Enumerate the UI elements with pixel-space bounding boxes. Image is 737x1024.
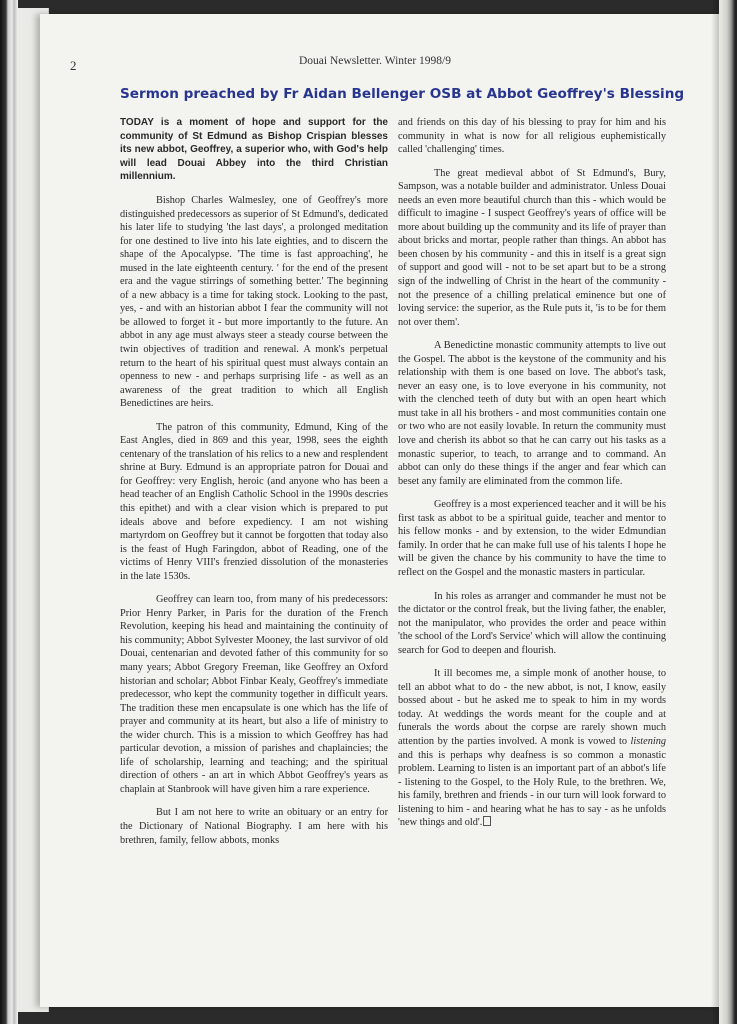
left-column <box>120 116 388 857</box>
text-run: and this is perhaps why deafness is so common a monastic problem. Learning to listen is an important part of an abbot's life - listening to the Gospel, to the Holy Rule, to the brethren. We, his family, brethren and friends - in our turn will look forward to listening to him - and hearing what he has to say - as he unfolds 'new things and old'. <box>398 749 666 829</box>
paragraph: and friends on this day of his blessing to pray for him and his community in what is now for all religious euphemistically called 'challenging' times. <box>398 117 666 156</box>
end-mark-icon <box>483 816 491 826</box>
lead-paragraph: TODAY is a moment of hope and support for the community of St Edmund as Bishop Crispian blesses its new abbot, Geoffrey, a superior who, with God's help will lead Douai Abbey into the third Christian millennium. <box>120 117 388 183</box>
emphasis-listening: listening <box>630 735 666 747</box>
article-title: Sermon preached by Fr Aidan Bellenger OSB at Abbot Geoffrey's Blessing <box>120 86 685 102</box>
paragraph: The patron of this community, Edmund, King of the East Angles, died in 869 and this year, 1998, sees the eighth centenary of the translation of his relics to a new and resplendent shrine at Bury. Edmund is an appropriate patron for Douai and for Geoffrey: very English, heroic (and anyone who has been a head teacher of an English Catholic School in the 1990s descries this epithet) and with a clear vision which is prepared to put ideals above and before expediency. I am not wishing martyrdom on Geoffrey but it cannot be forgotten that today also is the feast of Hugh Faringdon, abbot of Reading, one of the victims of Henry VIII's frenzied dissolution of the monasteries in the late 1530s. <box>120 421 388 582</box>
right-page-edge <box>719 0 737 1024</box>
page-number: 2 <box>70 58 77 73</box>
left-page-edges <box>0 0 18 1024</box>
paragraph: The great medieval abbot of St Edmund's, Bury, Sampson, was a notable builder and administrator. Unless Douai needs an even more beautiful church than this - which would be difficult to imagine - I suspect Geoffrey's years of office will be more about building up the community and its life of prayer than about bricks and mortar, people rather than things. An abbot has been chosen by his community - and this in itself is a great sign of support and good will - not to be set apart but to be a strong sign of the indwelling of Christ in the heart of the community - not the presence of a chilling prelatical eminence but one of loving service: the superior, as the Rule puts it, 'is to be for them not over them'. <box>398 167 666 328</box>
paragraph: In his roles as arranger and commander he must not be the dictator or the control freak, but the living father, the enabler, not the manipulator, who provides the order and peace within 'the school of the Lord's Service' which will allow the continuing search for God to deepen and flourish. <box>398 590 666 656</box>
paragraph: A Benedictine monastic community attempts to live out the Gospel. The abbot is the keystone of the community and his relationship with them is one based on love. The abbot's task, never an easy one, is to love everyone in his community, not with the clenched teeth of duty but with an open heart which must take in all his brothers - and most communities contain one or two who are not easily lovable. In return the community must love and cherish its abbot so that he can carry out his tasks as a monastic superior, to teach, to arrange and to command. An abbot can only do these things if the anger and fear which can beset any family are eliminated from the common life. <box>398 340 666 487</box>
paragraph: But I am not here to write an obituary or an entry for the Dictionary of National Biography. I am here with his brethren, family, fellow abbots, monks <box>120 807 388 846</box>
paragraph: Geoffrey can learn too, from many of his predecessors: Prior Henry Parker, in Paris for the duration of the French Revolution, keeping his head and maintaining the continuity of his community; Abbot Sylvester Mooney, the last survivor of old Douai, centenarian and devoted father of this community for so many years; Abbot Gregory Freeman, like Geoffrey an Oxford historian and scholar; Abbot Finbar Kealy, Geoffrey's immediate predecessor, who kept the community together in difficult years. The tradition these men encapsulate is one which has the life of prayer and community at its heart, but also a life of ministry to the wider church. This is a mission to which Geoffrey has had particular devotion, a mission of parishes and chaplaincies; the life of scholarship, learning and teaching; and the spiritual direction of others - an art in which Abbot Geoffrey's years as chaplain at Stanbrook will have given him a rare experience. <box>120 594 388 795</box>
paragraph: Geoffrey is a most experienced teacher and it will be his first task as abbot to be a spiritual guide, teacher and mentor to his fellow monks - and by extension, to the wider Edmundian family. In order that he can make full use of his talents I hope he will be given the chance by his community to have the time to reflect on the Gospel and the monastic masters in particular. <box>398 499 666 578</box>
paragraph-final <box>398 667 666 830</box>
running-head: Douai Newsletter. Winter 1998/9 <box>299 55 451 67</box>
paragraph: Bishop Charles Walmesley, one of Geoffrey's more distinguished predecessors as superior of St Edmund's, dedicated his later life to studying 'the last days', a prolonged meditation for one destined to live into his late eighties, and to discern the shape of the Apocalypse. 'The time is fast approaching', he mused in the late eighteenth century. ' for the end of the present era and the vague stirrings of something better.' The beginning of a new abbacy is a time for taking stock. Looking to the past, yes, - and with an historian abbot I fear the community will not be allowed to forget it - but more importantly to the future. An abbot in any age must always steer a steady course between the twin objectives of tradition and renewal. A monk's perpetual return to the heart of his spiritual quest must always contain an openness to new - and perhaps surprising life - as well as an awareness of the great tradition to which all English Benedictines are heirs. <box>120 194 388 410</box>
text-run: It ill becomes me, a simple monk of another house, to tell an abbot what to do - the new abbot, is not, I know, easily bossed about - but he asked me to speak to him in my words today. At weddings the words meant for the couple and at funerals the words about the corpse are rarely shown much attention by the parties involved. A monk is vowed to <box>398 668 666 747</box>
right-column <box>398 116 666 840</box>
